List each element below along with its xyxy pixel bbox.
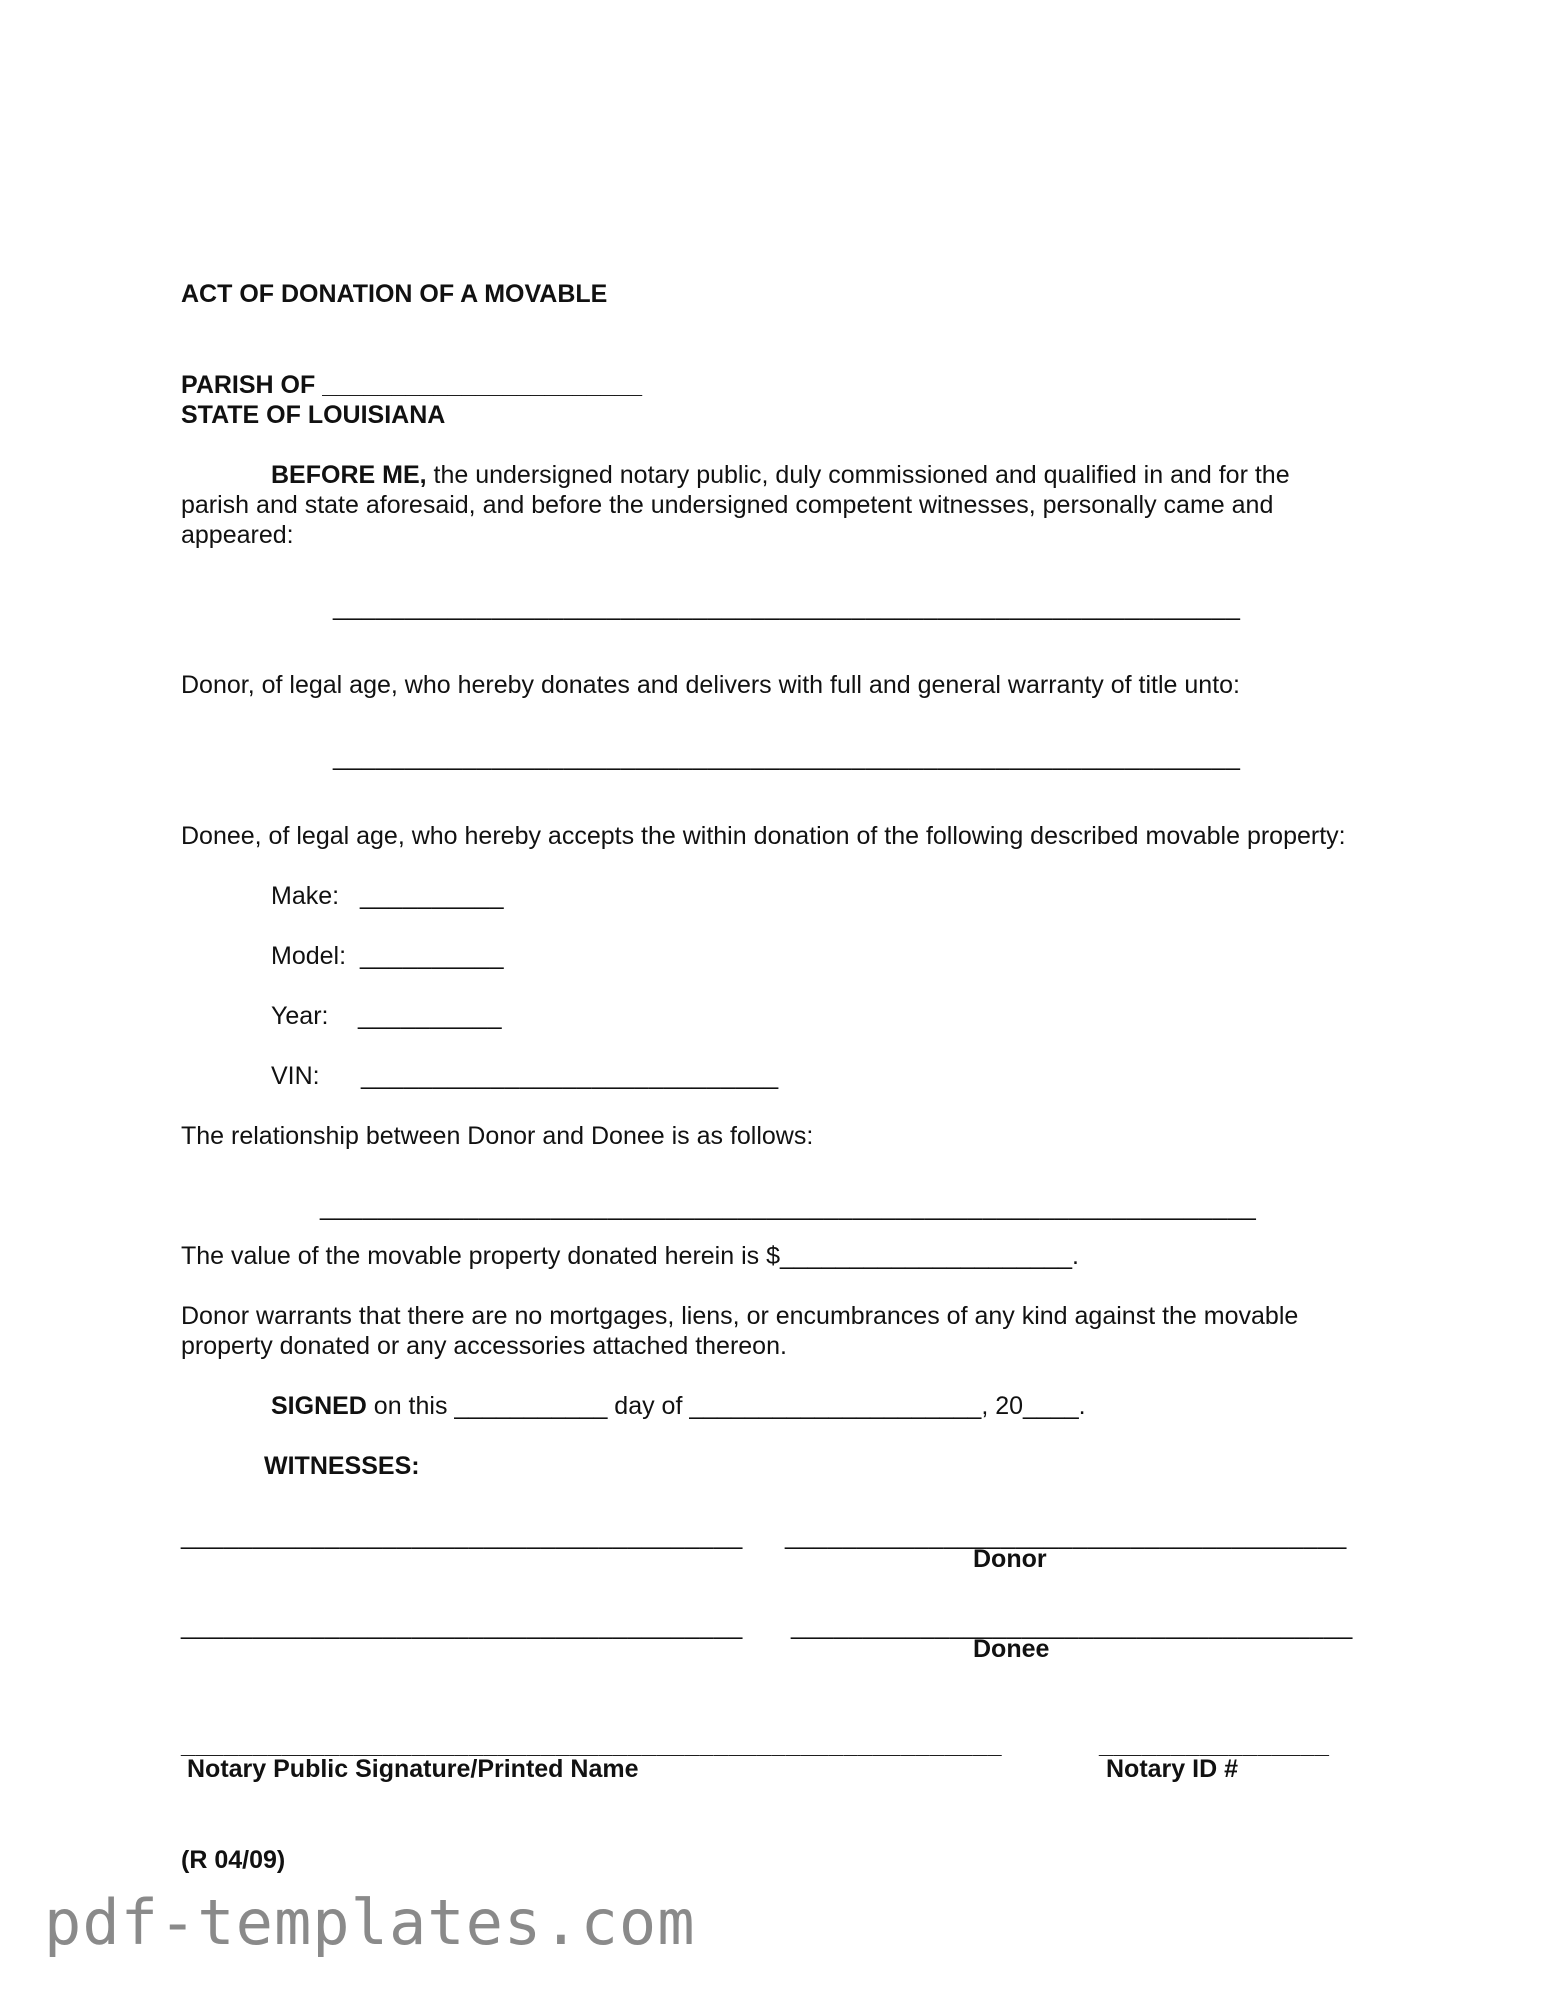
intro-line-1-rest: the undersigned notary public, duly commissioned and qualified in and for the [426, 461, 1290, 489]
revision-code: (R 04/09) [181, 1846, 286, 1874]
donee-name-field[interactable]: _______________________________________________________________ [333, 743, 1241, 771]
year-label: Year: [271, 1002, 329, 1030]
parish-line: PARISH OF _______________________ [181, 371, 642, 399]
vin-field[interactable]: _____________________________ [361, 1062, 779, 1090]
signed-line [271, 1391, 1086, 1421]
warranty-line-2: property donated or any accessories attached thereon. [181, 1332, 787, 1360]
signed-bold: SIGNED [271, 1392, 367, 1420]
state-line: STATE OF LOUISIANA [181, 401, 446, 429]
model-label: Model: [271, 942, 347, 970]
relationship-text: The relationship between Donor and Donee is as follows: [181, 1122, 814, 1150]
witness-2-signature-line[interactable]: _______________________________________ [181, 1612, 743, 1640]
witness-1-signature-line[interactable]: _______________________________________ [181, 1522, 743, 1550]
vin-label: VIN: [271, 1062, 320, 1090]
notary-signature-label: Notary Public Signature/Printed Name [187, 1755, 639, 1783]
witnesses-label: WITNESSES: [264, 1452, 420, 1480]
donee-signature-line[interactable]: _______________________________________ [791, 1612, 1353, 1640]
notary-signature-line[interactable]: _________________________________________________________ [181, 1731, 1003, 1759]
notary-id-line[interactable]: ________________ [1099, 1731, 1330, 1759]
warranty-line-1: Donor warrants that there are no mortgages, liens, or encumbrances of any kind against the movable [181, 1302, 1299, 1330]
make-label: Make: [271, 882, 340, 910]
intro-lead: BEFORE ME, [271, 461, 427, 489]
document-title: ACT OF DONATION OF A MOVABLE [181, 280, 608, 308]
intro-line-3: appeared: [181, 521, 294, 549]
intro-line-2: parish and state aforesaid, and before the undersigned competent witnesses, personally came and [181, 491, 1274, 519]
watermark: pdf-templates.com [44, 1886, 696, 1959]
make-field[interactable]: __________ [360, 882, 505, 910]
donor-text: Donor, of legal age, who hereby donates and delivers with full and general warranty of title unto: [181, 671, 1240, 699]
donee-text: Donee, of legal age, who hereby accepts the within donation of the following described movable property: [181, 822, 1346, 850]
donee-signature-label: Donee [973, 1635, 1050, 1663]
intro-line-1 [271, 460, 1290, 490]
notary-id-label: Notary ID # [1106, 1755, 1238, 1783]
model-field[interactable]: __________ [360, 942, 505, 970]
donor-name-field[interactable]: _______________________________________________________________ [333, 593, 1241, 621]
donor-signature-line[interactable]: _______________________________________ [785, 1522, 1347, 1550]
donor-signature-label: Donor [973, 1545, 1047, 1573]
value-text: The value of the movable property donated herein is $_____________________. [181, 1242, 1079, 1270]
signed-rest: on this ___________ day of _____________________, 20____. [366, 1392, 1086, 1420]
year-field[interactable]: __________ [358, 1002, 503, 1030]
relationship-field[interactable]: _________________________________________________________________ [320, 1193, 1257, 1221]
